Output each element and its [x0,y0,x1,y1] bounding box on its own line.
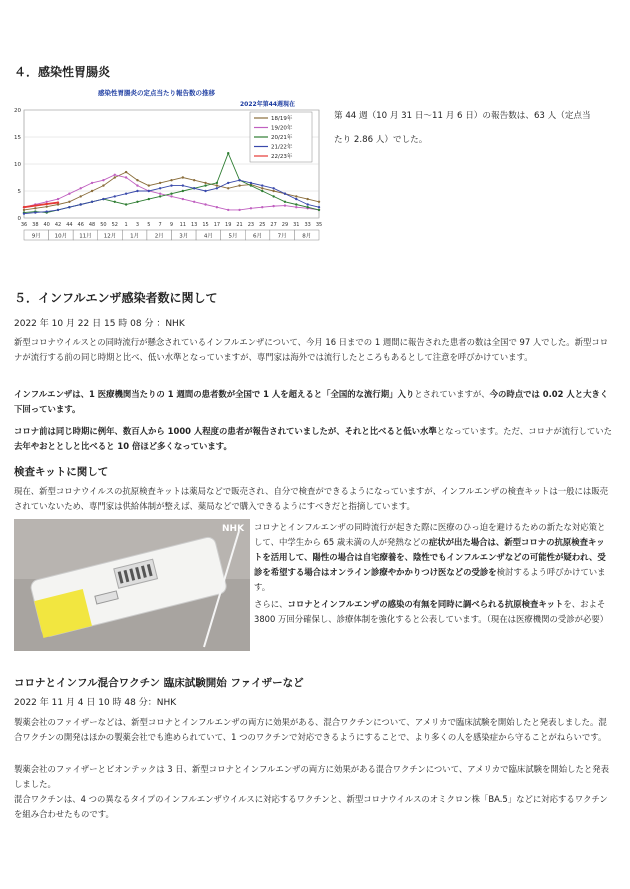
kit-r1-normal-a: コロナとインフルエンザの同時流行が起きた際に医療のひっ迫を避けるための新たな対応策として、中学生から 65 歳未満の人が発熱などの [254,522,606,547]
section-6-paragraph-2: 製薬会社のファイザーとビオンテックは 3 日、新型コロナとインフルエンザの両方に効果がある混合ワクチンについて、アメリカで臨床試験を開始したと発表しました。 [14,764,610,789]
data-point [148,190,150,192]
x-tick-label: 52 [111,222,118,228]
data-point [125,203,127,205]
y-tick-label: 10 [14,162,21,168]
data-point [125,176,127,178]
x-tick-label: 15 [202,222,209,228]
data-point [114,201,116,203]
data-point [250,184,252,186]
section-4-text-line1: 第 44 週（10 月 31 日〜11 月 6 日）の報告数は、63 人（定点当 [334,111,591,121]
data-point [23,209,25,211]
data-point [204,203,206,205]
x-tick-label: 38 [32,222,39,228]
data-point [80,203,82,205]
data-point [261,190,263,192]
data-point [318,209,320,211]
data-point [136,179,138,181]
x-tick-label: 40 [43,222,50,228]
kit-r1-bold: 症状が出た場合は、新型コロナの抗原検査キットを活用して、陽性の場合は自宅療養を、陰性でもインフルエンザなどの可能性が疑われ、受診を希望する場合はオンライン診療やかかりつけ医などの受診を [254,537,606,577]
p3-bold-b: 去年やおととしと比べると 10 倍ほど多くなっています。 [14,441,232,451]
x-tick-label: 36 [20,222,28,228]
month-label: 3月 [179,233,189,240]
month-label: 2月 [154,233,164,240]
x-tick-label: 29 [281,222,289,228]
data-point [57,209,59,211]
data-point [295,206,297,208]
data-point [227,209,229,211]
data-point [193,201,195,203]
month-label: 11月 [79,233,92,240]
data-point [318,206,320,208]
data-point [193,187,195,189]
y-tick-label: 20 [14,108,21,114]
kit-paragraph-1: 現在、新型コロナウイルスの抗原検査キットは薬局などで販売され、自分で検査ができるようになっていますが、インフルエンザの検査キットは一般には販売されていないため、専門家は供給体制が整えば、薬局などで購入できるようにすべきだと指摘しています。 [14,486,608,511]
data-point [250,207,252,209]
data-point [250,182,252,184]
y-tick-label: 0 [17,216,21,222]
data-point [34,207,36,209]
x-tick-label: 1 [124,222,128,228]
p2-bold-b: 今の時点では 0.02 人と大きく下回っています。 [14,389,609,414]
nhk-logo: NHK [222,524,245,534]
month-label: 1月 [130,233,140,240]
kit-r2-normal-b: を、およそ 3800 万回分確保し、診療体制を強化すると公表しています。（現在は医療機関の受診が必要） [254,599,609,624]
legend-entry: 20/21年 [271,135,293,141]
data-point [91,182,93,184]
x-tick-label: 50 [100,222,107,228]
section-4-text-line2: たり 2.86 人）でした。 [334,135,428,145]
month-label: 4月 [203,233,213,240]
month-label: 12月 [103,233,117,240]
data-point [91,201,93,203]
month-label: 6月 [253,233,263,240]
data-point [204,182,206,184]
section-4-text [334,104,619,152]
data-point [68,201,70,203]
x-tick-label: 46 [77,222,84,228]
data-point [136,190,138,192]
data-point [159,182,161,184]
data-point [80,187,82,189]
data-point [284,204,286,206]
x-tick-label: 44 [66,222,73,228]
data-point [306,198,308,200]
data-point [23,212,25,214]
p2-bold-a: インフルエンザは、1 医療機関当たりの 1 週間の患者数が全国で 1 人を超えると「全国的な流行期」入り [14,389,415,399]
data-point [272,205,274,207]
chart-svg [10,86,325,246]
y-tick-label: 5 [17,189,21,195]
x-tick-label: 33 [304,222,311,228]
section-4-title: ４．感染性胃腸炎 [14,65,111,79]
section-6-paragraph-3: 混合ワクチンは、4 つの異なるタイプのインフルエンザウイルスに対応するワクチンと、新型コロナウイルスのオミクロン株「BA.5」などに対応するワクチンを組み合わせたものです。 [14,794,608,819]
kit-r1-normal-b: 検討するよう呼びかけています。 [254,567,606,592]
data-point [238,179,240,181]
data-point [272,187,274,189]
section-5-source: 2022 年 10 月 22 日 15 時 08 分 ：NHK [14,319,185,329]
chart-title: 感染性胃腸炎の定点当たり報告数の推移 [98,89,215,97]
data-point [216,184,218,186]
x-tick-label: 5 [147,222,151,228]
x-tick-label: 3 [135,222,140,228]
p2-normal: とされていますが、 [414,389,490,399]
gastroenteritis-chart [10,86,325,246]
data-point [34,211,36,213]
section-6-title: コロナとインフル混合ワクチン 臨床試験開始 ファイザーなど [14,677,304,689]
data-point [102,179,104,181]
data-point [68,193,70,195]
data-point [45,205,47,207]
legend-entry: 22/23年 [271,154,293,160]
data-point [114,176,116,178]
data-point [125,171,127,173]
test-kit-photo [14,519,250,651]
data-point [34,204,36,206]
kit-r2-normal-a: さらに、 [254,599,288,609]
x-tick-label: 25 [259,222,266,228]
data-point [306,203,308,205]
month-label: 5月 [228,233,238,240]
data-point [170,184,172,186]
data-point [23,206,25,208]
data-point [318,201,320,203]
chart-subtitle: 2022年第44週現在 [240,101,296,108]
section-6-paragraph-1: 製薬会社のファイザーなどは、新型コロナとインフルエンザの両方に効果がある、混合ワクチンについて、アメリカで臨床試験を開始したと発表しました。混合ワクチンの開発はほかの製薬会社でも進められていて、1 つのワクチンで対応できるようにすることで、より多くの人を感染症から守ることがねらいです。 [14,717,607,742]
legend-entry: 18/19年 [271,116,293,122]
x-tick-label: 23 [247,222,255,228]
data-point [136,201,138,203]
data-point [204,190,206,192]
data-point [45,203,47,205]
x-tick-label: 42 [54,222,62,228]
data-point [91,190,93,192]
data-point [193,179,195,181]
data-point [148,198,150,200]
data-point [159,187,161,189]
data-point [170,195,172,197]
legend-entry: 21/22年 [271,144,293,151]
data-point [227,182,229,184]
data-point [204,184,206,186]
section-5-paragraph-3 [14,424,614,454]
section-5-title: ５．インフルエンザ感染者数に関して [14,291,218,305]
x-tick-label: 9 [169,222,174,228]
data-point [45,210,47,212]
x-tick-label: 27 [270,222,277,228]
section-5-paragraph-2 [14,387,614,417]
data-point [102,184,104,186]
data-point [170,179,172,181]
month-label: 7月 [277,233,287,240]
x-tick-label: 48 [88,222,96,228]
data-point [182,190,184,192]
data-point [227,187,229,189]
data-point [182,198,184,200]
data-point [57,201,59,203]
kit-section-title: 検査キットに関して [14,466,109,478]
section-6-source: 2022 年 11 月 4 日 10 時 48 分：NHK [14,698,177,708]
data-point [295,198,297,200]
month-label: 10月 [54,233,68,240]
data-point [284,201,286,203]
x-tick-label: 19 [225,222,232,228]
legend-entry: 19/20年 [271,125,293,132]
data-point [216,182,218,184]
data-point [159,193,161,195]
data-point [227,152,229,154]
data-point [170,193,172,195]
data-point [261,206,263,208]
month-label: 9月 [31,233,41,240]
data-point [272,195,274,197]
data-point [295,195,297,197]
data-point [295,203,297,205]
kit-right-paragraph-1 [254,520,612,595]
x-tick-label: 13 [191,222,198,228]
data-point [238,209,240,211]
kit-r2-bold: コロナとインフルエンザの感染の有無を同時に調べられる抗原検査キット [287,599,564,609]
data-point [102,198,104,200]
x-tick-label: 17 [213,222,221,228]
x-tick-label: 35 [315,222,323,228]
data-point [238,184,240,186]
x-tick-label: 31 [293,222,300,228]
month-label: 8月 [302,233,312,240]
kit-right-paragraph-2 [254,597,612,627]
data-point [159,195,161,197]
x-tick-label: 11 [179,222,187,228]
data-point [216,187,218,189]
y-tick-label: 15 [14,135,21,141]
data-point [80,195,82,197]
data-point [114,174,116,176]
data-point [68,206,70,208]
data-point [306,206,308,208]
data-point [216,206,218,208]
data-point [114,195,116,197]
data-point [148,184,150,186]
data-point [284,193,286,195]
x-tick-label: 21 [236,222,243,228]
p3-bold-a: コロナ前は同じ時期に例年、数百人から 1000 人程度の患者が報告されていましたが、それと比べると低い水準 [14,426,437,436]
p3-normal: となっています。ただ、コロナが流行していた [436,426,612,436]
data-point [182,176,184,178]
data-point [272,190,274,192]
data-point [136,184,138,186]
data-point [125,193,127,195]
data-point [182,184,184,186]
data-point [261,184,263,186]
data-point [57,198,59,200]
x-tick-label: 7 [158,222,162,228]
data-point [45,201,47,203]
section-5-paragraph-1: 新型コロナウイルスとの同時流行が懸念されているインフルエンザについて、今月 16 日までの 1 週間に報告された患者の数は全国で 97 人でした。新型コロナが流行する前の同じ時期と比べ、低い水準となっていますが、専門家は海外では流行したところもあるとして注意を呼びかけています。 [14,337,609,362]
data-point [261,187,263,189]
